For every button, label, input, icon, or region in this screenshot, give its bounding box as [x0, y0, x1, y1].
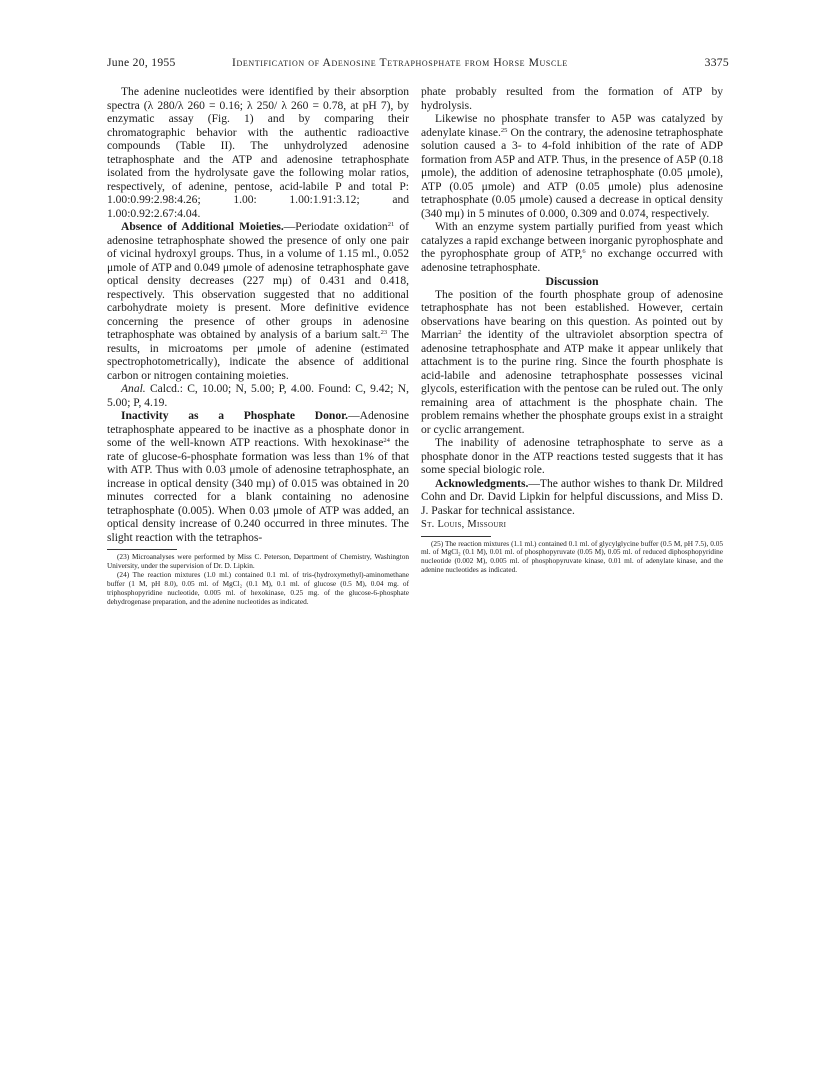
paragraph-additional-moieties: Absence of Additional Moieties.—Periodate oxidation$^{21}$ of adenosine tetraphosphate showed the presence of only one pair of vicinal hydroxyl groups. Thus, in a volume of 1.15 ml., 0.052 μmole of ATP and 0.049 μmole of adenosine tetraphosphate gave optical density decreases (227 mμ) of 0.431 and 0.418, respectively. This observation suggested that no additional carbohydrate moiety is present. More definitive evidence concerning the presence of other groups in adenosine tetraphosphate was obtained by analysis of a barium salt.$^{23}$ The results, in microatoms per μmole of adenine (estimated spectrophotometrically), indicate the absence of additional carbon or nitrogen containing moieties. — [107, 221, 409, 382]
section-runin-heading: Absence of Additional Moieties. — [121, 221, 284, 233]
footnote-24: (24) The reaction mixtures (1.0 ml.) contained 0.1 ml. of tris-(hydroxymethyl)-aminomethane buffer (1 M, pH 8.0), 0.05 ml. of MgCl₂ (0.1 M), 0.1 ml. of glucose (0.5 M), 0.04 mg. of triphosphopyridine nucleotide, 0.005 ml. of hexokinase, 0.25 mg. of the glucose-6-phosphate dehydrogenase preparation, and the adenine nucleotides as indicated. — [107, 569, 409, 606]
reference-marker: 6 — [582, 248, 586, 255]
section-runin-heading: Inactivity as a Phosphate Donor. — [121, 410, 349, 422]
paragraph-phosphate-donor: Inactivity as a Phosphate Donor.—Adenosine tetraphosphate appeared to be inactive as a phosphate donor in some of the well-known ATP reactions. With hexokinase$^{24}$ the rate of glucose-6-phosphate formation was less than 1% of that with ATP. Thus with 0.03 μmole of adenosine tetraphosphate, an increase in optical density (340 mμ) of 0.015 was obtained in 20 minutes corrected for a blank containing no adenosine tetraphosphate (0.005). When 0.03 μmole of ATP was added, an optical density increase of 0.240 occurred in three minutes. The slight reaction with the tetraphos- — [107, 410, 409, 544]
paragraph-yeast-enzyme: With an enzyme system partially purified from yeast which catalyzes a rapid exchange between inorganic pyrophosphate and the pyrophosphate group of ATP,$^6$ no exchange occurred with adenosine tetraphosphate. — [421, 221, 723, 274]
footnote-25: (25) The reaction mixtures (1.1 ml.) contained 0.1 ml. of glycylglycine buffer (0.5 M, pH 7.5), 0.05 ml. of MgCl₂ (0.1 M), 0.01 ml. of phosphopyruvate (0.05 M), 0.05 ml. of reduced diphosphopyridine nucleotide (0.002 M), 0.005 ml. of phosphopyruvate kinase, 0.01 ml. of adenylate kinase, and the adenine nucleotides as indicated. — [421, 538, 723, 575]
paragraph-identification: The adenine nucleotides were identified by their absorption spectra (λ 280/λ 260 = 0.16; λ 250/ λ 260 = 0.78, at pH 7), by enzymatic assay (Fig. 1) and by comparing their chromatographic behavior with the authentic radioactive compounds (Table II). The unhydrolyzed adenosine tetraphosphate and the ATP and adenosine tetraphosphate isolated from the hydrolysate gave the following molar ratios, respectively, of adenine, pentose, acid-labile P and total P: 1.00:0.99:2.98:4.26; 1.00: 1.00:1.91:3.12; and 1.00:0.92:2.67:4.04. — [107, 86, 409, 220]
running-header — [107, 56, 729, 72]
paragraph-acknowledgments: Acknowledgments.—The author wishes to thank Dr. Mildred Cohn and Dr. David Lipkin for helpful discussions, and Miss D. J. Paskar for technical assistance. — [421, 477, 723, 517]
acknowledgments-heading: Acknowledgments. — [435, 477, 529, 490]
analysis-label: Anal. — [121, 383, 146, 395]
paragraph-analysis: Anal. Calcd.: C, 10.00; N, 5.00; P, 4.00. Found: C, 9.42; N, 5.00; P, 4.19. — [107, 383, 409, 409]
reference-marker: 23 — [380, 329, 388, 336]
discussion-heading: Discussion — [545, 274, 599, 288]
left-column — [107, 86, 409, 606]
footnote-rule — [421, 536, 491, 537]
author-location: St. Louis, Missouri — [421, 519, 507, 530]
footnote-23: (23) Microanalyses were performed by Miss C. Peterson, Department of Chemistry, Washington University, under the supervision of Dr. D. Lipkin. — [107, 552, 409, 570]
reference-marker: 24 — [383, 437, 390, 444]
paragraph-continuation: phate probably resulted from the formation of ATP by hydrolysis. — [421, 86, 723, 112]
header-title: Identification of Adenosine Tetraphosphate from Horse Muscle — [232, 56, 568, 69]
footnotes-left — [107, 553, 409, 606]
paragraph-discussion: The position of the fourth phosphate group of adenosine tetraphosphate has not been established. However, certain observations have bearing on this question. As pointed out by Marrian$^2$ the identity of the ultraviolet absorption spectra of adenosine tetraphosphate and ATP make it appear unlikely that attachment is to the purine ring. Since the fourth phosphate is acid-labile and adenosine tetraphosphate possesses vicinal glycols, esterification with the pentose can be ruled out. The only remaining area of attachment is the phosphate chain. The problem remains whether the phosphate groups exist in a straight or cyclic arrangement. — [421, 288, 723, 436]
footnotes-right — [421, 540, 723, 576]
paragraph-adenylate-kinase: Likewise no phosphate transfer to A5P was catalyzed by adenylate kinase.$^{25}$ On the contrary, the adenosine tetraphosphate solution caused a 3- to 4-fold inhibition of the rate of ADP formation from A5P and ATP. Thus, in the presence of A5P (0.18 μmole), the addition of adenosine tetraphosphate (0.05 μmole), ATP (0.05 μmole) and ATP (0.05 μmole) plus adenosine tetraphosphate (0.05 μmole) caused a decrease in optical density (340 mμ) in 5 minutes of 0.000, 0.309 and 0.074, respectively. — [421, 113, 723, 220]
paragraph-biologic-role: The inability of adenosine tetraphosphate to serve as a phosphate donor in the ATP reactions tested suggests that it has some special biologic role. — [421, 437, 723, 476]
reference-marker: 25 — [500, 126, 508, 134]
reference-marker: 2 — [458, 329, 462, 336]
header-date: June 20, 1955 — [107, 56, 176, 69]
page-number: 3375 — [704, 56, 729, 69]
right-column — [421, 86, 723, 575]
footnote-rule — [107, 549, 177, 550]
reference-marker: 21 — [387, 221, 395, 228]
